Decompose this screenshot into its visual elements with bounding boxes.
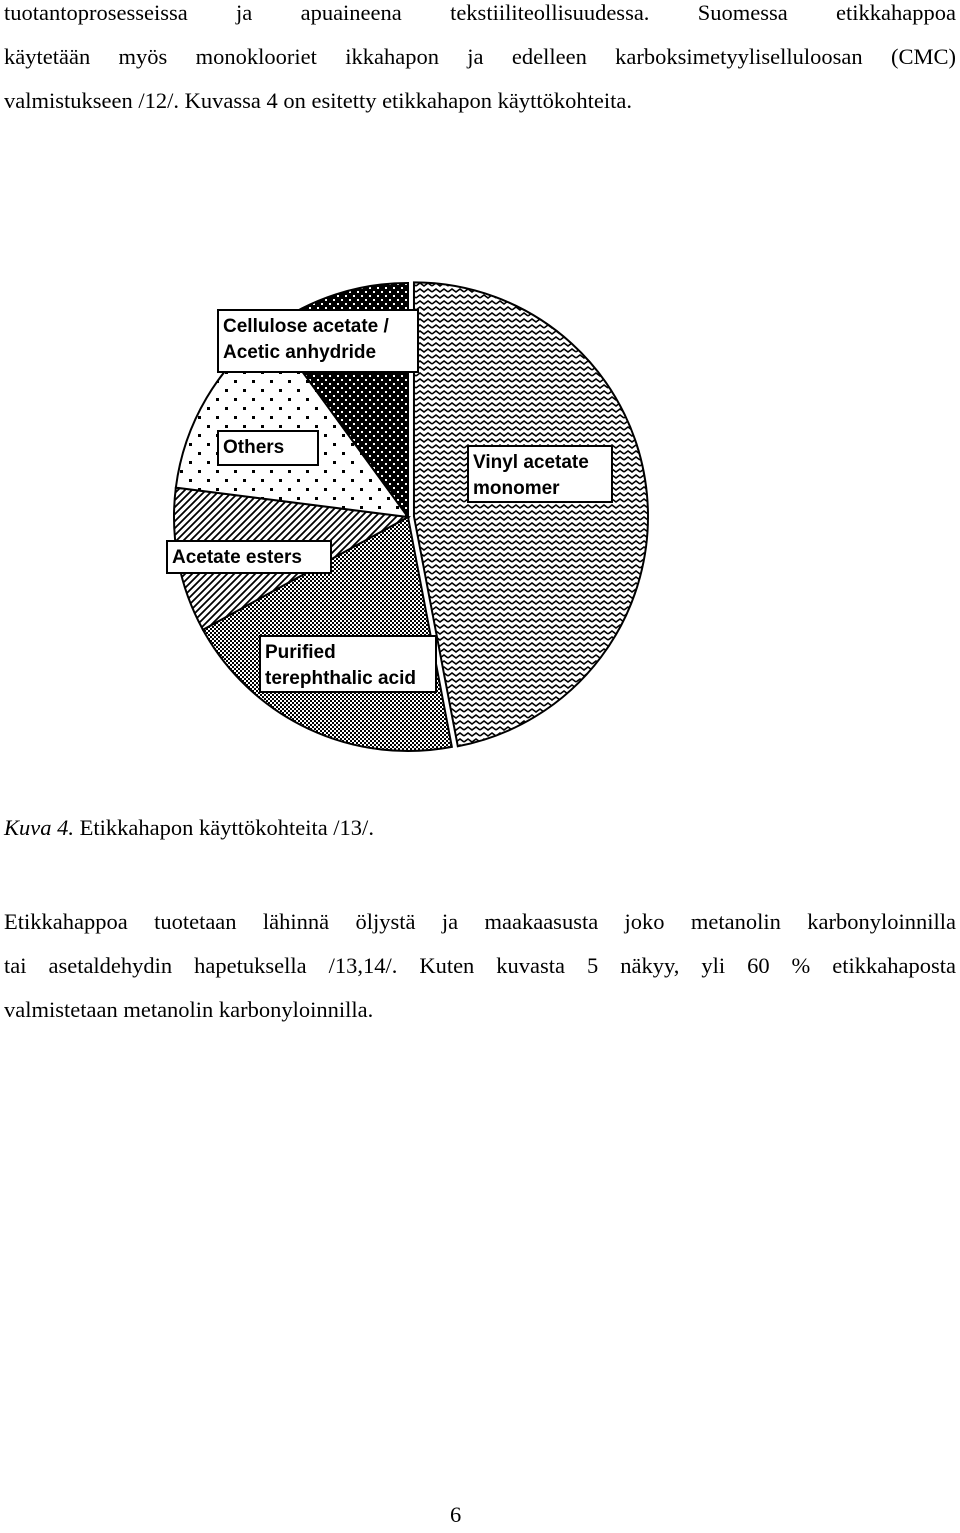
slice-label [468,446,612,502]
slice-label-text: monomer [473,478,560,499]
text-line: tuotantoprosesseissa ja apuaineena tekstiiliteollisuudessa. Suomessa etikkahappoa [4,0,956,25]
text-line: Etikkahappoa tuotetaan lähinnä öljystä ja maakaasusta joko metanolin karbonyloinnilla [4,909,956,934]
slice-label [218,431,318,465]
slice-label [260,636,436,692]
slice-label-text: Acetic anhydride [223,342,377,363]
page-number: 6 [450,1502,462,1527]
slice-label-text: Cellulose acetate / [223,316,389,337]
text-line: valmistetaan metanolin karbonyloinnilla. [4,997,374,1022]
slice-label-text: Purified [265,642,336,663]
pie-slice [414,282,648,746]
slice-label-text: Vinyl acetate [473,452,589,473]
pie-chart-svg [160,270,670,760]
slice-label-text: Others [223,437,285,458]
paragraph-production [4,900,956,1032]
slice-label-text: Acetate esters [172,547,302,568]
pie-chart [160,270,670,760]
text-line: käytetään myös monoklooriet ikkahapon ja edelleen karboksimetyyliselluloosan (CMC) [4,44,956,69]
figure-number: Kuva 4. [4,815,74,840]
figure-caption-text: Etikkahapon käyttökohteita /13/. [74,815,374,840]
slice-label-text: terephthalic acid [265,668,416,689]
figure-caption [4,808,374,848]
slice-label [167,541,331,573]
text-line: tai asetaldehydin hapetuksella /13,14/. Kuten kuvasta 5 näkyy, yli 60 % etikkahaposta [4,953,956,978]
text-line: valmistukseen /12/. Kuvassa 4 on esitetty etikkahapon käyttökohteita. [4,88,633,113]
paragraph-intro [4,0,956,123]
slice-label [218,310,418,372]
